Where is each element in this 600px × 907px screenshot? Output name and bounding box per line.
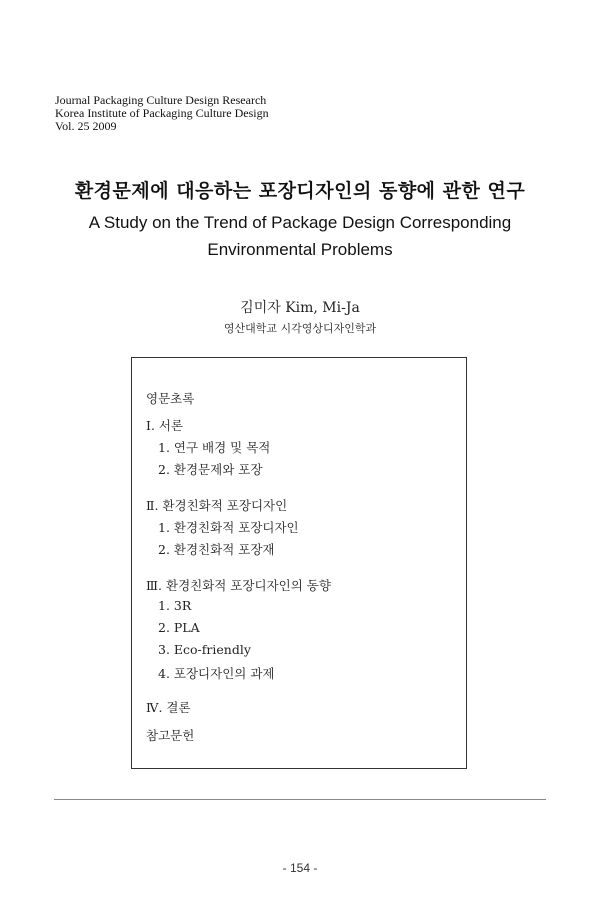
- journal-volume: Vol. 25 2009: [55, 119, 117, 133]
- toc-item-3-1: 1. 3R: [158, 598, 192, 613]
- toc-item-3-3: 3. Eco-friendly: [158, 642, 251, 657]
- journal-name: Journal Packaging Culture Design Research: [55, 93, 267, 107]
- toc-references: 참고문헌: [146, 728, 195, 743]
- toc-section-3: Ⅲ. 환경친화적 포장디자인의 동향: [146, 578, 331, 593]
- author-affiliation: 영산대학교 시각영상디자인학과: [223, 322, 377, 335]
- title-english-line2: Environmental Problems: [207, 240, 393, 259]
- toc-item-1-1: 1. 연구 배경 및 목적: [158, 440, 271, 455]
- journal-header: [55, 94, 269, 133]
- footer-divider: [54, 799, 546, 800]
- journal-institute: Korea Institute of Packaging Culture Design: [55, 106, 269, 120]
- title-english: [0, 209, 600, 263]
- toc-item-1-2: 2. 환경문제와 포장: [158, 462, 263, 477]
- toc-section-4: Ⅳ. 결론: [146, 700, 191, 715]
- toc-section-1: Ⅰ. 서론: [146, 418, 184, 433]
- toc-item-2-1: 1. 환경친화적 포장디자인: [158, 520, 299, 535]
- toc-item-3-2: 2. PLA: [158, 620, 200, 635]
- toc-section-2: Ⅱ. 환경친화적 포장디자인: [146, 498, 288, 513]
- title-english-line1: A Study on the Trend of Package Design Corresponding: [88, 213, 512, 232]
- toc-item-3-4: 4. 포장디자인의 과제: [158, 666, 275, 681]
- page-number: - 154 -: [282, 861, 318, 875]
- title-korean: 환경문제에 대응하는 포장디자인의 동향에 관한 연구: [74, 180, 526, 202]
- toc-abstract: 영문초록: [146, 391, 195, 406]
- author-name: 김미자 Kim, Mi-Ja: [240, 300, 360, 316]
- toc-item-2-2: 2. 환경친화적 포장재: [158, 542, 275, 557]
